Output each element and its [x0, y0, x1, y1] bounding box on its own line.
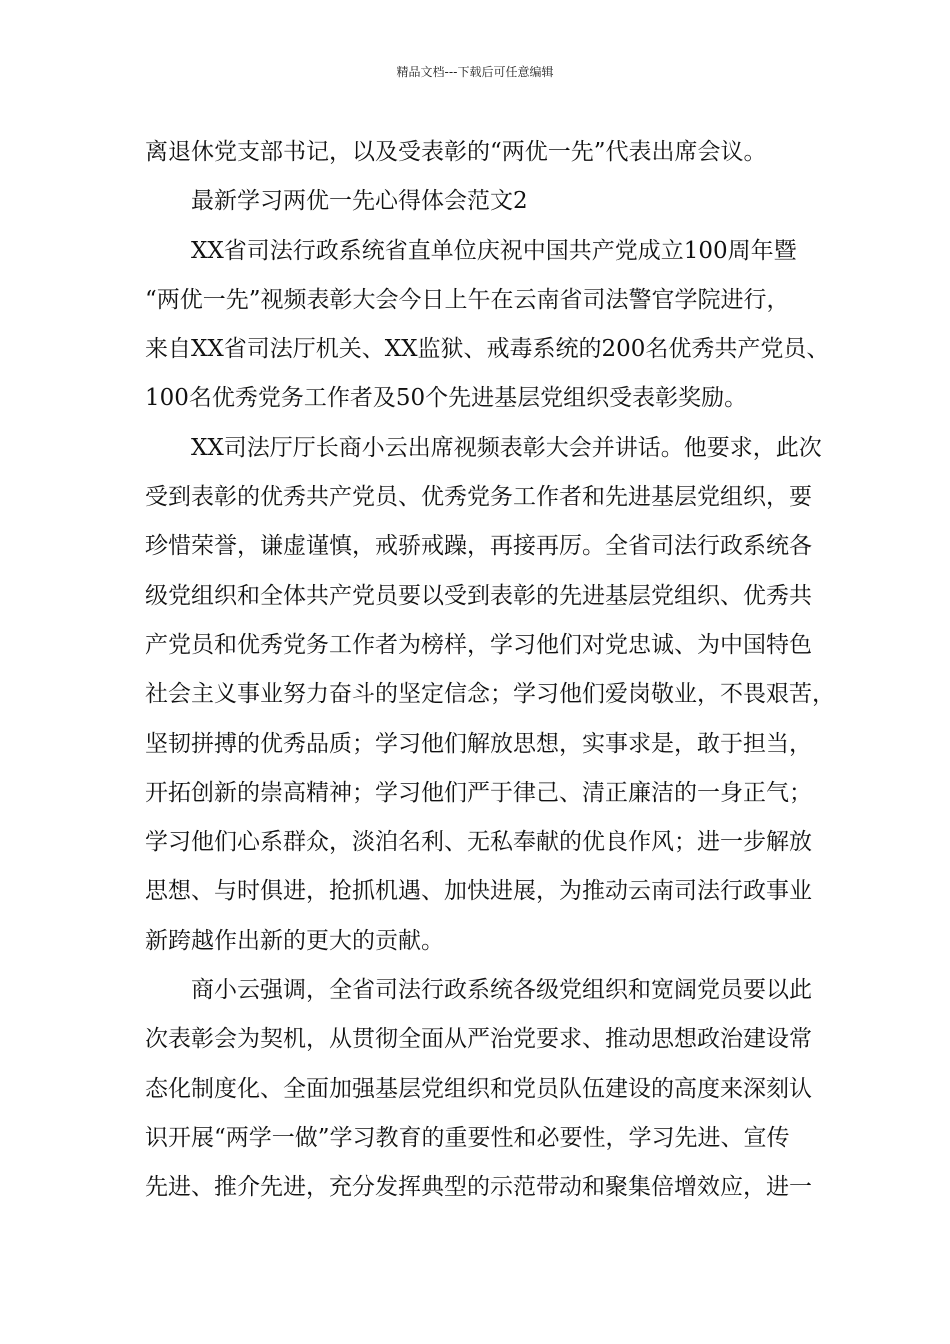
text-line: 珍惜荣誉，谦虚谨慎，戒骄戒躁，再接再厉。全省司法行政系统各: [145, 533, 812, 560]
text-line: 级党组织和全体共产党员要以受到表彰的先进基层党组织、优秀共: [145, 582, 812, 609]
text-line: 来自XX省司法厅机关、XX监狱、戒毒系统的200名优秀共产党员、: [145, 336, 830, 363]
text-line: 受到表彰的优秀共产党员、优秀党务工作者和先进基层党组织，要: [145, 484, 812, 511]
page-header: 精品文档---下载后可任意编辑: [396, 65, 554, 79]
text-line: XX司法厅厅长商小云出席视频表彰大会并讲话。他要求，此次: [191, 434, 822, 461]
text-line: “两优一先”视频表彰大会今日上午在云南省司法警官学院进行，: [145, 286, 790, 313]
section-heading: 最新学习两优一先心得体会范文2: [191, 188, 528, 215]
text-line: 社会主义事业努力奋斗的坚定信念；学习他们爱岗敬业，不畏艰苦，: [145, 681, 835, 708]
text-line: 100名优秀党务工作者及50个先进基层党组织受表彰奖励。: [145, 385, 748, 412]
text-line: 次表彰会为契机，从贯彻全面从严治党要求、推动思想政治建设常: [145, 1026, 812, 1053]
text-line: XX省司法行政系统省直单位庆祝中国共产党成立100周年暨: [191, 237, 797, 264]
text-line: 开拓创新的崇高精神；学习他们严于律己、清正廉洁的一身正气；: [145, 779, 812, 806]
text-line: 新跨越作出新的更大的贡献。: [145, 927, 444, 954]
text-line: 学习他们心系群众，淡泊名利、无私奉献的优良作风；进一步解放: [145, 829, 812, 856]
text-line: 思想、与时俱进，抢抓机遇、加快进展，为推动云南司法行政事业: [145, 878, 812, 905]
text-line: 先进、推介先进，充分发挥典型的示范带动和聚集倍增效应，进一: [145, 1174, 812, 1201]
document-body: [145, 128, 835, 1213]
text-line: 离退休党支部书记，以及受表彰的“两优一先”代表出席会议。: [145, 139, 767, 165]
text-line: 坚韧拼搏的优秀品质；学习他们解放思想，实事求是，敢于担当，: [145, 730, 812, 757]
text-line: 商小云强调，全省司法行政系统各级党组织和宽阔党员要以此: [191, 977, 812, 1004]
text-line: 态化制度化、全面加强基层党组织和党员队伍建设的高度来深刻认: [145, 1075, 812, 1102]
text-line: 识开展“两学一做”学习教育的重要性和必要性，学习先进、宣传: [145, 1124, 790, 1151]
text-line: 产党员和优秀党务工作者为榜样，学习他们对党忠诚、为中国特色: [145, 631, 812, 658]
